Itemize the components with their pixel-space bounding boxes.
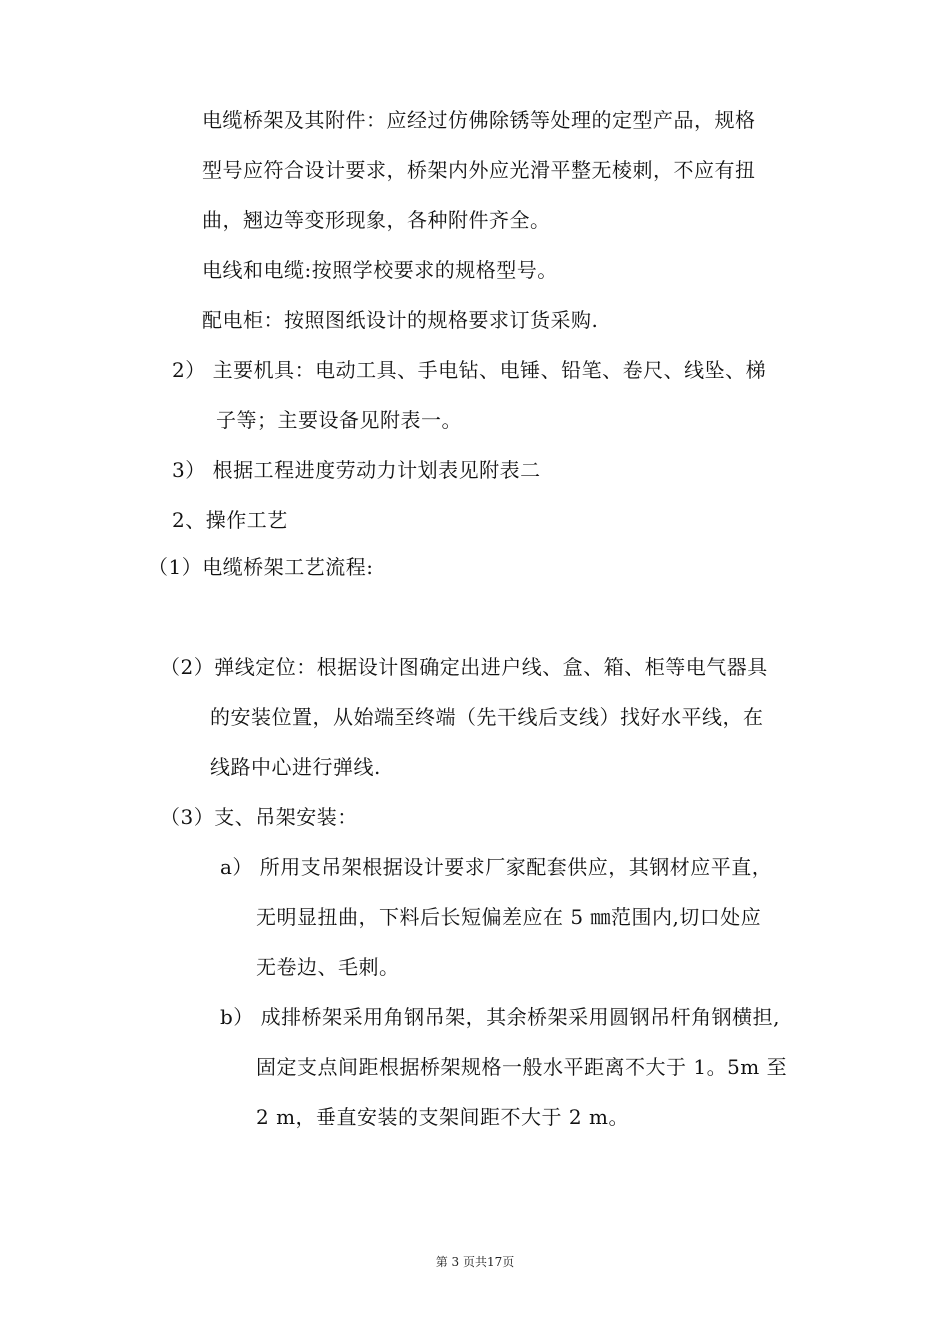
list-item-line: 无明显扭曲，下料后长短偏差应在 5 ㎜范围内,切口处应 — [256, 905, 762, 929]
section-heading: 2、操作工艺 — [172, 508, 288, 532]
paragraph-line: 曲，翘边等变形现象，各种附件齐全。 — [202, 208, 551, 232]
subsection-heading: （3）支、吊架安装： — [160, 805, 358, 829]
list-item-line: b） 成排桥架采用角钢吊架，其余桥架采用圆钢吊杆角钢横担, — [220, 1005, 781, 1029]
paragraph-line: 配电柜：按照图纸设计的规格要求订货采购. — [202, 308, 599, 332]
paragraph-line: 的安装位置，从始端至终端（先干线后支线）找好水平线，在 — [210, 705, 764, 729]
list-item-line: 子等；主要设备见附表一。 — [216, 408, 462, 432]
page-number-footer: 第 3 页共17页 — [435, 1255, 515, 1269]
list-item-line: 无卷边、毛刺。 — [256, 955, 400, 979]
subsection-heading: （1）电缆桥架工艺流程: — [148, 555, 374, 579]
list-item-line: 3） 根据工程进度劳动力计划表见附表二 — [172, 458, 541, 482]
paragraph-line: 电缆桥架及其附件：应经过仿佛除锈等处理的定型产品，规格 — [202, 108, 756, 132]
list-item-line: a） 所用支吊架根据设计要求厂家配套供应，其钢材应平直， — [220, 855, 773, 879]
list-item-line: 2 m，垂直安装的支架间距不大于 2 m。 — [256, 1105, 629, 1129]
paragraph-line: 线路中心进行弹线. — [210, 755, 381, 779]
paragraph-line: 型号应符合设计要求，桥架内外应光滑平整无棱刺，不应有扭 — [202, 158, 756, 182]
list-item-line: 2） 主要机具：电动工具、手电钻、电锤、铅笔、卷尺、线坠、梯 — [172, 358, 767, 382]
subsection-heading: （2）弹线定位：根据设计图确定出进户线、盒、箱、柜等电气器具 — [160, 655, 768, 679]
paragraph-line: 电线和电缆:按照学校要求的规格型号。 — [202, 258, 558, 282]
list-item-line: 固定支点间距根据桥架规格一般水平距离不大于 1。5m 至 — [256, 1055, 788, 1079]
